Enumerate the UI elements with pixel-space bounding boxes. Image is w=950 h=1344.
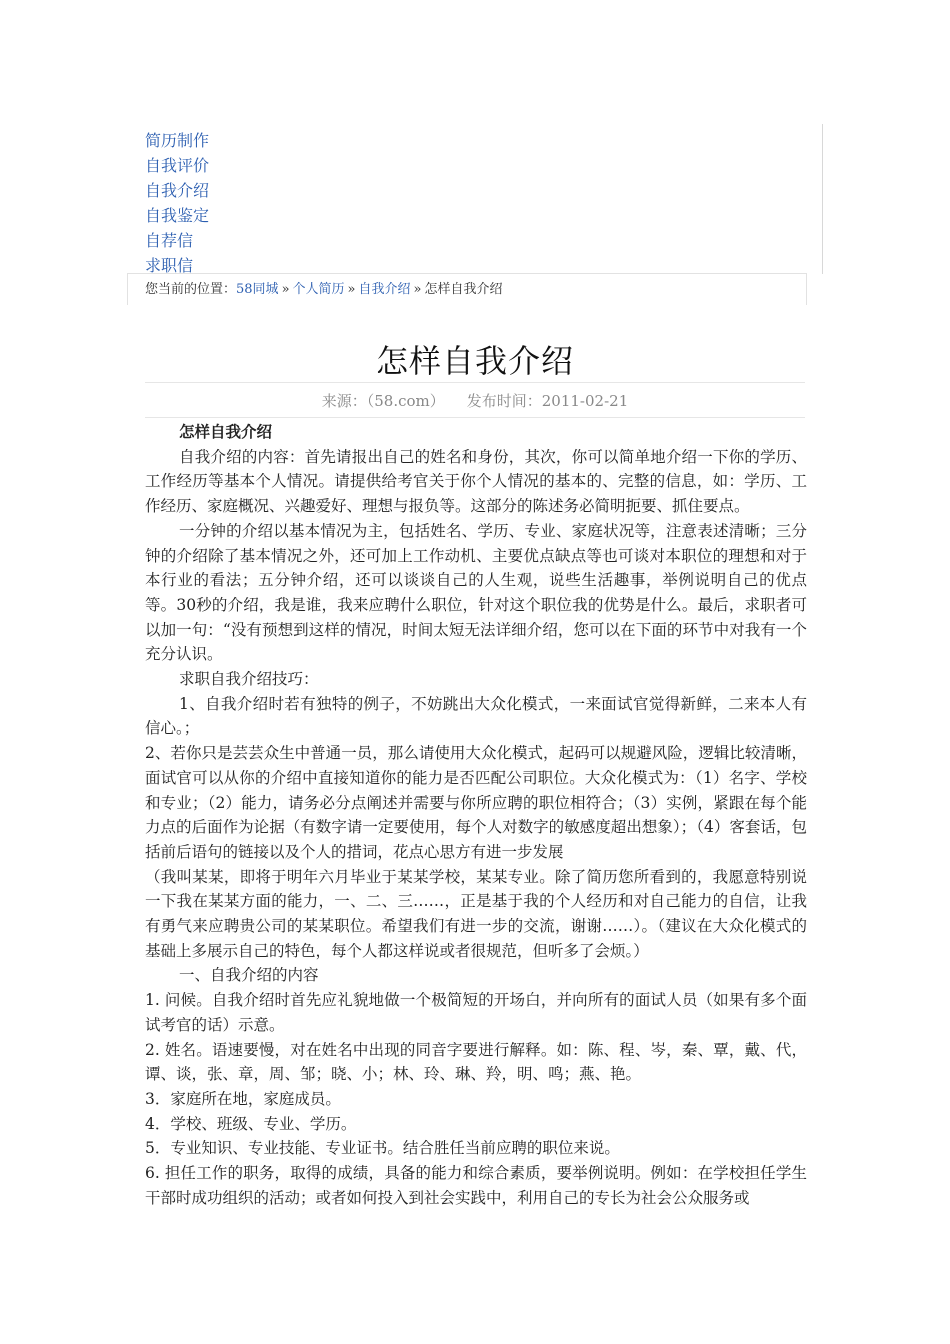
breadcrumb-prefix: 您当前的位置： xyxy=(145,282,237,297)
breadcrumb-separator: » xyxy=(281,282,290,297)
category-nav xyxy=(145,128,209,278)
article-paragraph: 1. 问候。自我介绍时首先应礼貌地做一个极简短的开场白，并向所有的面试人员（如果有多个面试考官的话）示意。 xyxy=(145,991,807,1034)
breadcrumb-separator: » xyxy=(347,282,356,297)
article-source: 来源：（58.com） xyxy=(321,392,445,410)
article-paragraph: 4．学校、班级、专业、学历。 xyxy=(145,1114,357,1133)
nav-link-self-introduction[interactable]: 自我介绍 xyxy=(145,181,210,200)
nav-link-recommendation-letter[interactable]: 自荐信 xyxy=(145,231,194,250)
nav-link-cover-letter[interactable]: 求职信 xyxy=(145,256,194,275)
title-divider xyxy=(145,382,805,383)
nav-link-self-appraisal[interactable]: 自我鉴定 xyxy=(145,206,210,225)
article-paragraph: 一、自我介绍的内容 xyxy=(179,966,319,985)
breadcrumb-link-self-intro[interactable]: 自我介绍 xyxy=(358,282,411,297)
meta-divider xyxy=(145,417,805,418)
article-meta xyxy=(145,390,805,411)
article-title: 怎样自我介绍 xyxy=(375,342,574,380)
breadcrumb-separator: » xyxy=(413,282,422,297)
article-paragraph: 自我介绍的内容：首先请报出自己的姓名和身份，其次，你可以简单地介绍一下你的学历、工作经历等基本个人情况。请提供给考官关于你个人情况的基本的、完整的信息，如：学历、工作经历、家庭概况、兴趣爱好、理想与报负等。这部分的陈述务必简明扼要、抓住要点。 xyxy=(145,447,807,516)
article-paragraph: 一分钟的介绍以基本情况为主，包括姓名、学历、专业、家庭状况等，注意表述清晰；三分钟的介绍除了基本情况之外，还可加上工作动机、主要优点缺点等也可谈对本职位的理想和对于本行业的看法；五分钟介绍，还可以谈谈自己的人生观，说些生活趣事，举例说明自己的优点等。30秒的介绍，我是谁，我来应聘什么职位，针对这个职位我的优势是什么。最后，求职者可以加一句：“没有预想到这样的情况，时间太短无法详细介绍，您可以在下面的环节中对我有一个充分认识。 xyxy=(145,521,807,664)
article-paragraph: 1、自我介绍时若有独特的例子，不妨跳出大众化模式，一来面试官觉得新鲜，二来本人有信心。； xyxy=(145,694,807,738)
sidebar-divider xyxy=(822,124,823,274)
breadcrumb-link-58[interactable]: 58同城 xyxy=(236,282,279,297)
nav-link-resume-making[interactable]: 简历制作 xyxy=(145,131,210,150)
article-paragraphs xyxy=(145,445,807,1211)
article-body xyxy=(145,420,807,1211)
article-paragraph: 3．家庭所在地，家庭成员。 xyxy=(145,1089,341,1108)
article-subtitle: 怎样自我介绍 xyxy=(179,422,273,441)
article-paragraph: 6. 担任工作的职务，取得的成绩，具备的能力和综合素质，要举例说明。例如：在学校担任学生干部时成功组织的活动；或者如何投入到社会实践中，利用自己的专长为社会公众服务或 xyxy=(145,1164,807,1207)
nav-link-self-evaluation[interactable]: 自我评价 xyxy=(145,156,210,175)
breadcrumb xyxy=(145,278,503,297)
breadcrumb-link-resume[interactable]: 个人简历 xyxy=(292,282,345,297)
article-paragraph: 2、若你只是芸芸众生中普通一员，那么请使用大众化模式，起码可以规避风险，逻辑比较清晰，面试官可以从你的介绍中直接知道你的能力是否匹配公司职位。大众化模式为：（1）名字、学校和专业；（2）能力，请务必分点阐述并需要与你所应聘的职位相符合；（3）实例，紧跟在每个能力点的后面作为论据（有数字请一定要使用，每个人对数字的敏感度超出想象）；（4）客套话，包括前后语句的链接以及个人的措词，花点心思方有进一步发展 xyxy=(145,744,807,861)
article-paragraph: 求职自我介绍技巧： xyxy=(179,670,319,689)
article-paragraph: （我叫某某，即将于明年六月毕业于某某学校，某某专业。除了简历您所看到的，我愿意特别说一下我在某某方面的能力，一、二、三……，正是基于我的个人经历和对自己能力的自信，让我有勇气来应聘贵公司的某某职位。希望我们有进一步的交流，谢谢……）。（建议在大众化模式的基础上多展示自己的特色，每个人都这样说或者很规范，但听多了会烦。） xyxy=(145,867,807,960)
breadcrumb-current: 怎样自我介绍 xyxy=(424,282,503,297)
article-paragraph: 2. 姓名。语速要慢，对在姓名中出现的同音字要进行解释。如：陈、程、岑，秦、覃，戴、代，谭、谈，张、章，周、邹；晓、小；林、玲、琳、羚，明、鸣；燕、艳。 xyxy=(145,1040,807,1084)
article-date: 发布时间：2011-02-21 xyxy=(466,392,629,410)
article-paragraph: 5．专业知识、专业技能、专业证书。结合胜任当前应聘的职位来说。 xyxy=(145,1139,620,1158)
